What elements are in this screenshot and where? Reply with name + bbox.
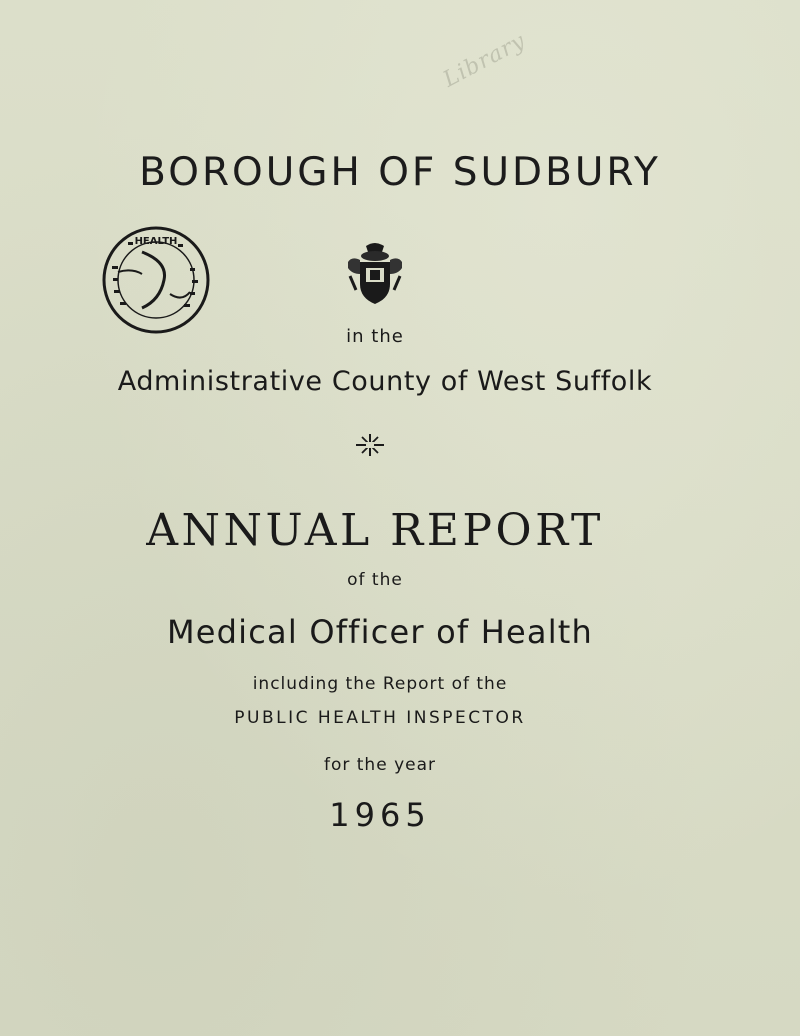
including-text: including the Report of the <box>252 674 508 694</box>
report-year: 1965 <box>329 796 431 834</box>
report-title: ANNUAL REPORT <box>146 505 604 556</box>
borough-title: BOROUGH OF SUDBURY <box>139 150 661 195</box>
in-the-text: in the <box>346 326 404 347</box>
officer-title: Medical Officer of Health <box>166 613 594 651</box>
coat-of-arms-icon <box>342 240 408 310</box>
library-stamp: Library <box>439 28 530 93</box>
inspector-title: PUBLIC HEALTH INSPECTOR <box>234 708 526 728</box>
of-the-text: of the <box>347 570 403 590</box>
seal-text: HEALTH <box>134 236 178 247</box>
health-seal-icon <box>98 222 214 338</box>
county-line: Administrative County of West Suffolk <box>117 366 653 397</box>
for-the-year-text: for the year <box>323 755 436 775</box>
asterisk-ornament-icon <box>354 433 386 457</box>
